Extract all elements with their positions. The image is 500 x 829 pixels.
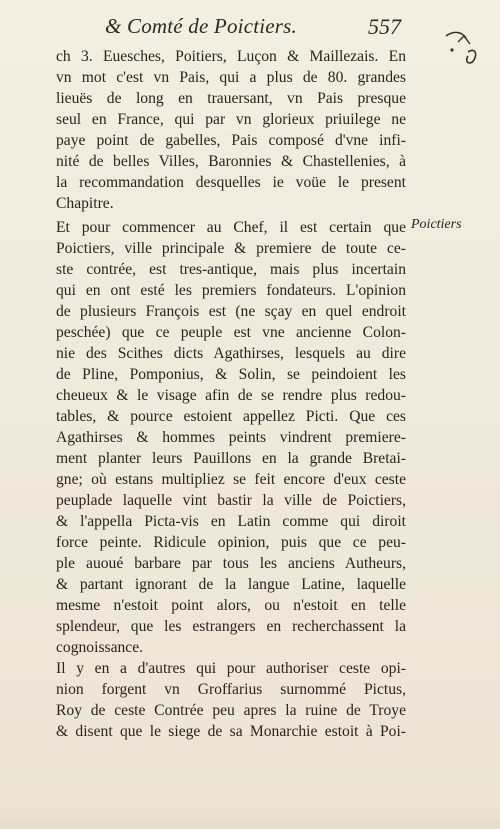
text-line: splendeur, que les estrangers en recherchassent la <box>56 618 406 635</box>
text-line: nion forgent vn Groffarius surnommé Pictus, <box>56 681 406 698</box>
text-line: peschée) que ce peuple est vne ancienne Colon- <box>56 324 406 341</box>
text-line: ste contrée, est tres-antique, mais plus incertain <box>56 261 406 278</box>
text-line: Chapitre. <box>56 195 114 212</box>
text-line: & partant ignorant de la langue Latine, laquelle <box>56 576 406 593</box>
text-line: Roy de ceste Contrée peu apres la ruine de Troye <box>56 702 406 719</box>
running-title: & Comté de Poictiers. <box>105 14 298 38</box>
text-line: mesme n'estoit point alors, ou n'estoit en telle <box>56 597 406 614</box>
text-line: qui en ont esté les premiers fondateurs. L'opinion <box>56 282 406 299</box>
marginal-flourish-icon <box>440 22 484 72</box>
page-header <box>0 10 500 50</box>
text-line: Et pour commencer au Chef, il est certain que <box>56 219 406 236</box>
page-number: 557 <box>368 14 401 39</box>
text-line: cheueux & le visage afin de se rendre plus redou- <box>56 387 406 404</box>
text-line: Poictiers, ville principale & premiere de toute ce- <box>56 240 406 257</box>
text-line: ment planter leurs Pauillons en la grande Bretai- <box>56 450 406 467</box>
text-line: paye point de gabelles, Pais composé d'vne infi- <box>56 132 406 149</box>
text-line: nie des Scithes dicts Agathirses, lesquels au dire <box>56 345 406 362</box>
text-line: peuplade laquelle vint bastir la ville de Poictiers, <box>56 492 406 509</box>
text-line: seul en France, qui par vn glorieux priuilege ne <box>56 111 406 128</box>
page-bottom-margin <box>0 800 500 829</box>
text-line: la recommandation desquelles ie voüe le present <box>56 174 406 191</box>
text-line: ch 3. Euesches, Poitiers, Luçon & Maillezais. En <box>56 48 406 65</box>
text-line: gne; où estans multipliez se feit encore d'eux ceste <box>56 471 406 488</box>
body-text <box>56 46 406 742</box>
text-line: Il y en a d'autres qui pour authoriser ceste opi- <box>56 660 406 677</box>
text-line: & disent que le siege de sa Monarchie estoit à Poi- <box>56 723 406 740</box>
margin-note: Poictiers <box>411 217 462 232</box>
text-line: nité de belles Villes, Baronnies & Chastellenies, à <box>56 153 406 170</box>
text-line: ple auoué barbare par tous les anciens Autheurs, <box>56 555 406 572</box>
text-line: lieuës de long en trauersant, vn Pais presque <box>56 90 406 107</box>
text-line: vn mot c'est vn Pais, qui a plus de 80. grandes <box>56 69 406 86</box>
text-line: de Pline, Pomponius, & Solin, se peindoient les <box>56 366 406 383</box>
text-line: de plusieurs François est (ne sçay en quel endroit <box>56 303 406 320</box>
text-line: cognoissance. <box>56 639 144 656</box>
text-line: tables, & pource estoient appellez Picti. Que ces <box>56 408 406 425</box>
text-line: force peinte. Ridicule opinion, puis que ce peu- <box>56 534 406 551</box>
text-line: & l'appella Picta-vis en Latin comme qui diroit <box>56 513 406 530</box>
text-line: Agathirses & hommes peints vindrent premiere- <box>56 429 406 446</box>
